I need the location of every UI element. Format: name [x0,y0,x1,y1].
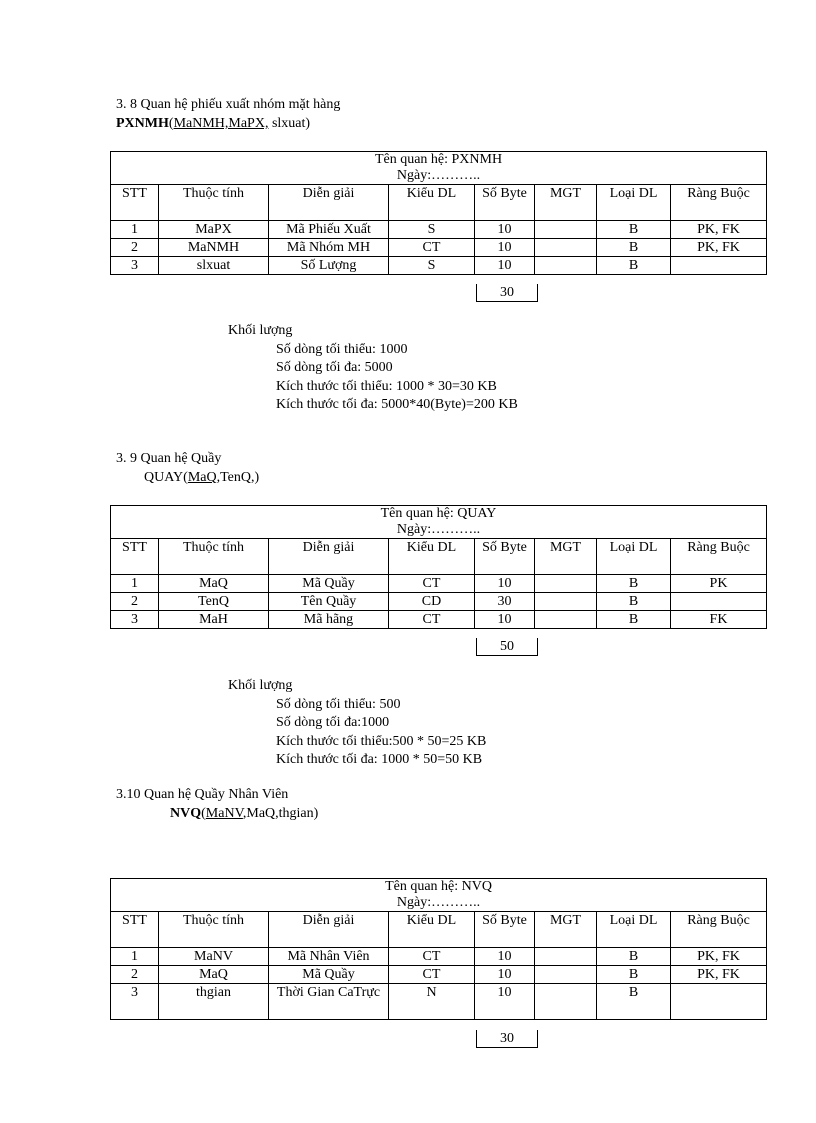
cell: slxuat [159,257,269,275]
cell [535,257,597,275]
cell: 10 [475,257,535,275]
cell: Mã Nhân Viên [269,948,389,966]
cell: 10 [475,948,535,966]
cell: B [597,984,671,1020]
cell: B [597,966,671,984]
cell: 2 [111,966,159,984]
cell: PK, FK [671,221,767,239]
cell: MaH [159,611,269,629]
table-caption [111,506,767,539]
relation-table [110,878,767,1020]
header-stt: STT [111,539,159,575]
header-attribute: Thuộc tính [159,185,269,221]
cell [535,239,597,257]
header-kind: Loại DL [597,185,671,221]
primary-keys: MaQ [187,470,217,485]
header-mgt: MGT [535,539,597,575]
schema-line [144,470,259,486]
cell: 10 [475,239,535,257]
cell: 3 [111,984,159,1020]
header-kind: Loại DL [597,912,671,948]
cell [535,611,597,629]
cell: FK [671,611,767,629]
volume-line: Kích thước tối thiểu: 1000 * 30=30 KB [276,378,497,394]
header-constraint: Ràng Buộc [671,539,767,575]
volume-line: Số dòng tối đa:1000 [276,715,390,730]
cell: MaQ [159,966,269,984]
table-row [111,984,767,1020]
header-attribute: Thuộc tính [159,912,269,948]
cell: 10 [475,966,535,984]
cell: Mã Phiếu Xuất [269,221,389,239]
cell: Mã hãng [269,611,389,629]
table-title: Tên quan hệ: PXNMH [374,152,503,167]
schema-rest: ,MaQ,thgian) [242,806,319,821]
header-datatype: Kiểu DL [389,185,475,221]
cell: 30 [475,593,535,611]
cell: PK, FK [671,239,767,257]
table-row [111,221,767,239]
volume-line: Kích thước tối đa: 5000*40(Byte)=200 KB [276,397,518,412]
table-caption [111,152,767,185]
cell: B [597,257,671,275]
cell: Mã Nhóm MH [269,239,389,257]
table-date: Ngày:……….. [396,522,481,537]
volume-line: Số dòng tối thiểu: 1000 [276,341,408,357]
relation-name: NVQ [170,806,202,821]
cell: 1 [111,575,159,593]
cell [535,221,597,239]
cell: 2 [111,593,159,611]
table-title: Tên quan hệ: NVQ [385,879,492,894]
cell: B [597,611,671,629]
header-attribute: Thuộc tính [159,539,269,575]
cell: 10 [475,575,535,593]
volume-title: Khối lượng [228,323,293,338]
cell: N [389,984,475,1020]
header-bytes: Số Byte [475,912,535,948]
cell: MaPX [159,221,269,239]
total-bytes: 30 [476,284,538,302]
header-datatype: Kiểu DL [389,539,475,575]
schema-open: ( [183,470,188,485]
cell: 10 [475,984,535,1020]
header-description: Diễn giải [269,912,389,948]
cell: 10 [475,221,535,239]
header-datatype: Kiểu DL [389,912,475,948]
cell [535,984,597,1020]
header-constraint: Ràng Buộc [671,185,767,221]
cell [535,948,597,966]
cell: Mã Quầy [269,575,389,593]
primary-keys: MaNV [205,806,243,821]
cell: thgian [159,984,269,1020]
cell [671,593,767,611]
header-description: Diễn giải [269,185,389,221]
cell: CT [389,948,475,966]
header-bytes: Số Byte [475,539,535,575]
header-bytes: Số Byte [475,185,535,221]
cell: S [389,221,475,239]
cell: B [597,593,671,611]
cell: B [597,221,671,239]
volume-line: Kích thước tối thiểu:500 * 50=25 KB [276,733,487,749]
table-date: Ngày:……….. [396,168,481,183]
volume-line: Số dòng tối thiểu: 500 [276,696,401,712]
relation-name: QUAY [144,470,184,485]
total-bytes: 50 [476,638,538,656]
volume-block [228,322,518,415]
schema-rest: slxuat) [268,116,311,131]
table-date: Ngày:……….. [396,895,481,910]
cell: MaNV [159,948,269,966]
cell [671,257,767,275]
header-mgt: MGT [535,185,597,221]
header-description: Diễn giải [269,539,389,575]
schema-open: ( [201,806,206,821]
cell: Tên Quầy [269,593,389,611]
schema-rest: ,TenQ,) [216,470,260,485]
table-row [111,966,767,984]
table-title: Tên quan hệ: QUAY [380,506,497,521]
section-heading: 3. 8 Quan hệ phiếu xuất nhóm mặt hàng [116,97,341,112]
cell: 1 [111,221,159,239]
cell: Thời Gian CaTrực [269,984,389,1020]
volume-block [228,677,486,770]
cell: CT [389,239,475,257]
primary-keys: MaNMH,MaPX, [173,116,269,131]
relation-name: PXNMH [116,116,169,131]
volume-line: Kích thước tối đa: 1000 * 50=50 KB [276,752,483,767]
cell: MaNMH [159,239,269,257]
schema-line [116,116,310,132]
cell [671,984,767,1020]
cell: PK, FK [671,948,767,966]
cell: 1 [111,948,159,966]
relation-table [110,505,767,629]
section-heading: 3. 9 Quan hệ Quầy [116,451,222,466]
volume-line: Số dòng tối đa: 5000 [276,360,393,375]
cell: Mã Quầy [269,966,389,984]
cell: B [597,948,671,966]
cell: 10 [475,611,535,629]
table-row [111,593,767,611]
cell: B [597,239,671,257]
cell: 3 [111,611,159,629]
cell: CT [389,611,475,629]
cell [535,966,597,984]
header-kind: Loại DL [597,539,671,575]
table-row [111,948,767,966]
table-row [111,239,767,257]
cell: CT [389,966,475,984]
cell: 2 [111,239,159,257]
schema-line [170,806,318,822]
cell: PK, FK [671,966,767,984]
header-stt: STT [111,185,159,221]
section-heading: 3.10 Quan hệ Quầy Nhân Viên [116,787,289,802]
total-bytes: 30 [476,1030,538,1048]
relation-table [110,151,767,275]
cell: CT [389,575,475,593]
cell: MaQ [159,575,269,593]
volume-title: Khối lượng [228,678,293,693]
header-constraint: Ràng Buộc [671,912,767,948]
table-row [111,257,767,275]
table-caption [111,879,767,912]
cell: PK [671,575,767,593]
table-row [111,611,767,629]
header-stt: STT [111,912,159,948]
cell: CD [389,593,475,611]
cell [535,575,597,593]
cell [535,593,597,611]
cell: TenQ [159,593,269,611]
cell: B [597,575,671,593]
cell: Số Lượng [269,257,389,275]
cell: S [389,257,475,275]
cell: 3 [111,257,159,275]
table-row [111,575,767,593]
schema-open: ( [168,116,174,131]
header-mgt: MGT [535,912,597,948]
